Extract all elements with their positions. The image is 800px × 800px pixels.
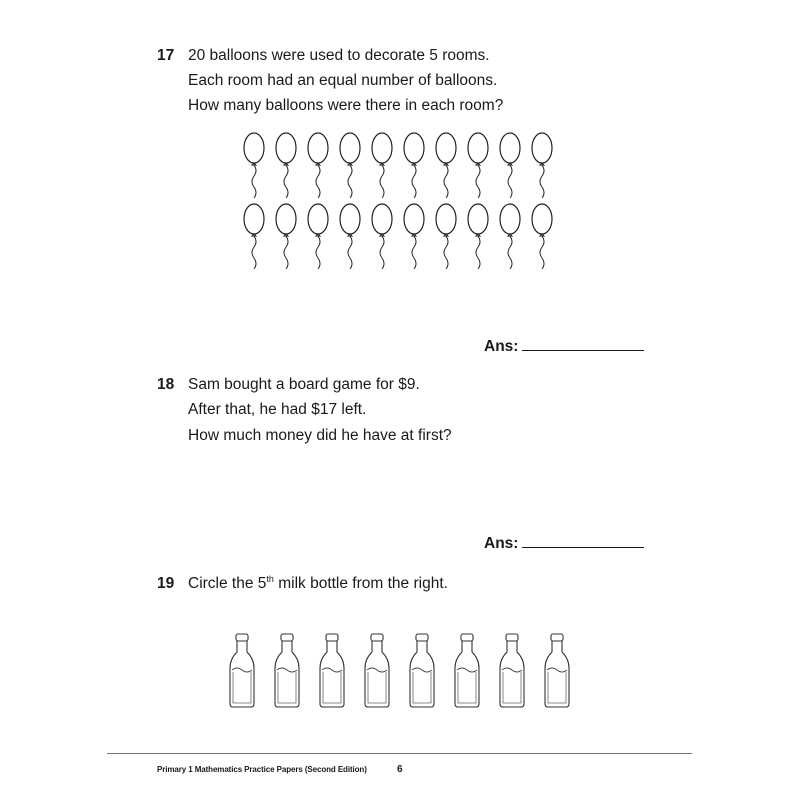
- milk-bottle-icon: [545, 634, 569, 707]
- footer-divider: [107, 753, 692, 754]
- balloon-icon: [436, 204, 456, 269]
- balloon-icon: [404, 133, 424, 198]
- footer-title: Primary 1 Mathematics Practice Papers (Second Edition): [157, 765, 367, 774]
- balloon-icon: [500, 133, 520, 198]
- question-text: Circle the 5th milk bottle from the right.: [188, 573, 448, 592]
- answer-label: Ans:: [484, 535, 519, 552]
- balloon-icon: [244, 133, 264, 198]
- balloon-icon: [308, 204, 328, 269]
- balloon-icon: [276, 204, 296, 269]
- balloon-icon: [532, 204, 552, 269]
- balloon-icon: [468, 204, 488, 269]
- milk-bottle-icon: [365, 634, 389, 707]
- balloon-icon: [372, 204, 392, 269]
- milk-bottle-icon: [410, 634, 434, 707]
- milk-bottle-icon: [275, 634, 299, 707]
- milk-bottles-picture: [220, 632, 590, 712]
- answer-blank[interactable]: [522, 547, 644, 548]
- milk-bottle-icon: [320, 634, 344, 707]
- question-text-line: How many balloons were there in each room?: [188, 97, 504, 114]
- milk-bottle-icon: [455, 634, 479, 707]
- question-text-line: After that, he had $17 left.: [188, 401, 367, 418]
- balloon-icon: [468, 133, 488, 198]
- question-number: 19: [157, 575, 175, 592]
- balloon-icon: [308, 133, 328, 198]
- question-text-line: Sam bought a board game for $9.: [188, 376, 420, 393]
- balloons-picture: [240, 128, 565, 273]
- balloon-icon: [436, 133, 456, 198]
- question-number: 18: [157, 376, 175, 393]
- question-text-line: 20 balloons were used to decorate 5 rooms.: [188, 47, 490, 64]
- balloon-icon: [340, 204, 360, 269]
- balloon-icon: [372, 133, 392, 198]
- balloon-icon: [404, 204, 424, 269]
- balloon-icon: [340, 133, 360, 198]
- page-number: 6: [397, 764, 403, 775]
- milk-bottle-icon: [230, 634, 254, 707]
- answer-blank[interactable]: [522, 350, 644, 351]
- balloon-icon: [276, 133, 296, 198]
- question-text-line: Each room had an equal number of balloons.: [188, 72, 498, 89]
- question-text-line: How much money did he have at first?: [188, 427, 452, 444]
- answer-label: Ans:: [484, 338, 519, 355]
- balloon-icon: [532, 133, 552, 198]
- balloon-icon: [500, 204, 520, 269]
- milk-bottle-icon: [500, 634, 524, 707]
- balloon-icon: [244, 204, 264, 269]
- question-number: 17: [157, 47, 175, 64]
